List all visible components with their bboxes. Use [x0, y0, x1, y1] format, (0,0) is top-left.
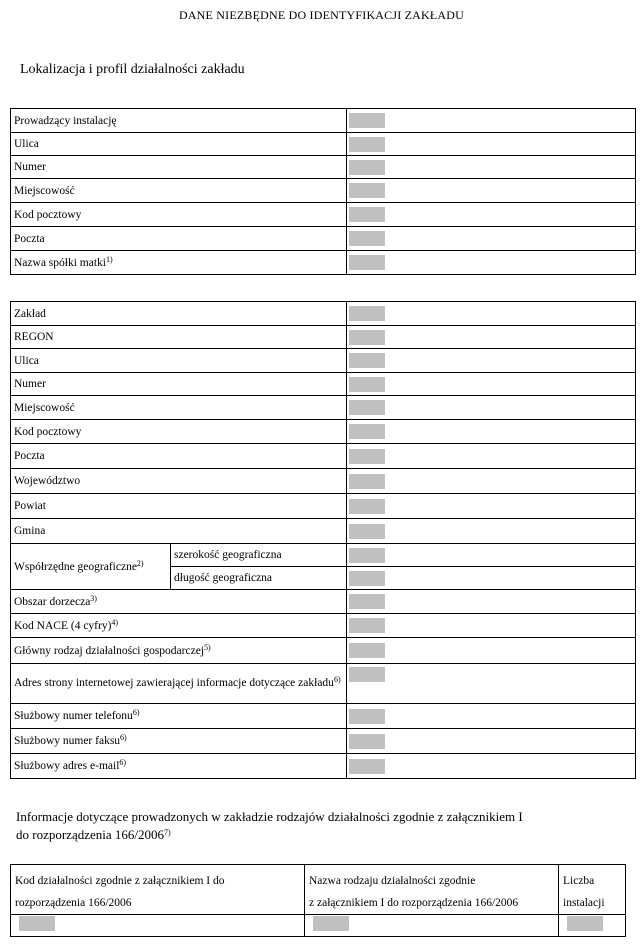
footnote-ref: 6) — [119, 758, 127, 767]
fax-input[interactable] — [349, 734, 385, 749]
field-label-text: Główny rodzaj działalności gospodarczej — [14, 644, 205, 657]
plant-table — [10, 301, 636, 779]
field-label — [11, 729, 347, 754]
footnote-ref: 1) — [105, 254, 113, 264]
field-label: Miejscowość — [11, 396, 347, 420]
operator-number-input[interactable] — [349, 160, 385, 175]
activities-table — [10, 864, 626, 937]
email-input[interactable] — [349, 759, 385, 774]
header-line: z załącznikiem I do rozporządzenia 166/2006 — [309, 897, 519, 909]
longitude-label: długość geograficzna — [171, 567, 347, 590]
operator-table — [10, 108, 636, 275]
parent-company-input[interactable] — [349, 255, 385, 270]
field-label — [11, 664, 347, 704]
main-activity-input[interactable] — [349, 643, 385, 658]
field-label — [11, 638, 347, 664]
commune-input[interactable] — [349, 524, 385, 539]
field-label-text: Służbowy numer faksu — [14, 735, 121, 747]
operator-name-input[interactable] — [349, 113, 385, 128]
installations-count-input[interactable] — [567, 916, 603, 931]
field-label: Województwo — [11, 469, 347, 494]
footnote-ref: 5) — [204, 642, 211, 652]
regon-input[interactable] — [349, 330, 385, 345]
website-input[interactable] — [349, 667, 385, 682]
latitude-input[interactable] — [349, 548, 385, 563]
field-label: Ulica — [11, 349, 347, 373]
field-label-text: Obszar dorzecza — [14, 595, 91, 608]
section-heading-location: Lokalizacja i profil działalności zakładu — [20, 62, 245, 77]
section-heading-line — [16, 826, 616, 844]
field-label: Prowadzący instalację — [11, 109, 347, 133]
footnote-ref: 6) — [333, 675, 341, 684]
field-label: Zakład — [11, 302, 347, 326]
longitude-input[interactable] — [349, 571, 385, 586]
operator-postcode-input[interactable] — [349, 207, 385, 222]
field-label: Poczta — [11, 227, 347, 251]
operator-post-office-input[interactable] — [349, 231, 385, 246]
page-title: DANE NIEZBĘDNE DO IDENTYFIKACJI ZAKŁADU — [178, 8, 465, 22]
field-label: Numer — [11, 373, 347, 396]
field-label: Kod pocztowy — [11, 203, 347, 227]
field-label — [11, 614, 347, 638]
field-label: Ulica — [11, 133, 347, 156]
plant-name-input[interactable] — [349, 306, 385, 321]
field-label: Poczta — [11, 444, 347, 469]
operator-street-input[interactable] — [349, 137, 385, 152]
footnote-ref: 7) — [164, 828, 171, 837]
column-header-installations — [559, 865, 626, 915]
field-label-text: Nazwa spółki matki — [14, 256, 106, 269]
activity-name-input[interactable] — [313, 916, 349, 931]
footnote-ref: 6) — [132, 708, 140, 717]
nace-code-input[interactable] — [349, 618, 385, 633]
field-label: Powiat — [11, 494, 347, 519]
operator-city-input[interactable] — [349, 183, 385, 198]
field-label-text: Współrzędne geograficzne — [14, 560, 137, 573]
header-line: rozporządzenia 166/2006 — [15, 897, 132, 909]
activity-code-input[interactable] — [19, 916, 55, 931]
field-label-text: Służbowy adres e-mail — [14, 760, 120, 772]
footnote-ref: 2) — [136, 558, 144, 568]
latitude-label: szerokość geograficzna — [171, 544, 347, 567]
county-input[interactable] — [349, 499, 385, 514]
column-header-activity-name — [305, 865, 559, 915]
phone-input[interactable] — [349, 709, 385, 724]
field-label — [11, 251, 347, 275]
section-heading-activities — [16, 808, 616, 844]
field-label: Gmina — [11, 519, 347, 544]
footnote-ref: 6) — [120, 733, 127, 742]
voivodeship-input[interactable] — [349, 474, 385, 489]
plant-post-office-input[interactable] — [349, 449, 385, 464]
field-label: Miejscowość — [11, 179, 347, 203]
field-label: REGON — [11, 326, 347, 349]
header-line: instalacji — [563, 897, 605, 909]
field-label-text: Adres strony internetowej zawierającej informacje dotyczące zakładu — [14, 677, 334, 689]
field-label-text: Służbowy numer telefonu — [14, 710, 133, 722]
river-basin-input[interactable] — [349, 594, 385, 609]
section-heading-line: Informacje dotyczące prowadzonych w zakładzie rodzajów działalności zgodnie z załącznikiem I — [16, 809, 523, 824]
field-label: Numer — [11, 156, 347, 179]
geo-coordinates-label — [11, 544, 171, 590]
plant-number-input[interactable] — [349, 377, 385, 392]
field-label — [11, 590, 347, 614]
header-line: Kod działalności zgodnie z załącznikiem I do — [15, 875, 225, 887]
footnote-ref: 4) — [111, 617, 119, 627]
plant-city-input[interactable] — [349, 400, 385, 415]
column-header-activity-code — [11, 865, 305, 915]
plant-street-input[interactable] — [349, 353, 385, 368]
field-label — [11, 704, 347, 729]
field-label — [11, 754, 347, 779]
header-line: Nazwa rodzaju działalności zgodnie — [309, 875, 476, 887]
field-label: Kod pocztowy — [11, 420, 347, 444]
plant-postcode-input[interactable] — [349, 424, 385, 439]
footnote-ref: 3) — [90, 593, 97, 603]
section-heading-text: do rozporządzenia 166/2006 — [16, 827, 165, 842]
field-label-text: Kod NACE (4 cyfry) — [14, 619, 112, 632]
header-line: Liczba — [563, 875, 595, 887]
